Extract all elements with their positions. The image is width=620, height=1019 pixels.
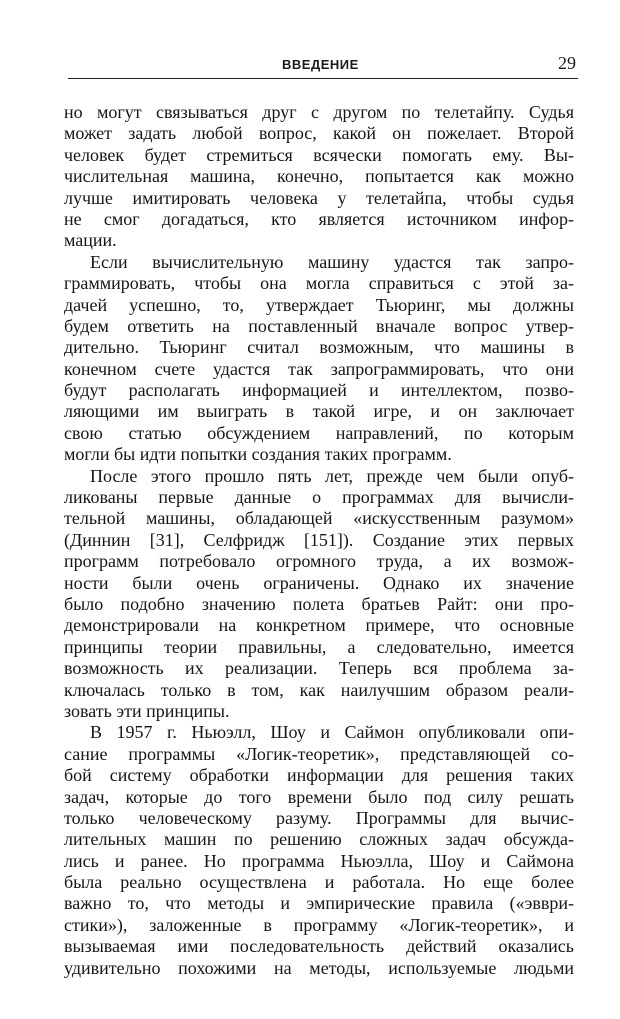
text-line: лучше имитировать человека у телетайпа, чтобы судья [64,187,574,208]
text-line: удивительно похожими на методы, используемые людьми [64,957,574,978]
text-line: могли бы идти попытки создания таких программ. [64,444,452,465]
page-header [68,53,578,81]
paragraph-start: Если вычислительную машину удастся так запро- [90,251,574,272]
text-line: ликованы первые данные о программах для вычисли- [64,487,574,508]
text-line: ключалась только в том, как наилучшим образом реали- [64,679,574,700]
text-line: была реально осуществлена и работала. Но еще более [64,872,574,893]
running-head: ВВЕДЕНИЕ [282,57,359,72]
page-number: 29 [558,53,576,73]
text-line: ности были очень ограничены. Однако их значение [64,572,574,593]
text-line: не смог догадаться, кто является источником инфор- [64,208,574,229]
body-text [64,102,574,979]
text-line: возможность их реализации. Теперь вся проблема за- [64,658,574,679]
text-line: граммировать, чтобы она могла справиться с этой за- [64,273,574,294]
text-line: только человеческому разуму. Программы для вычис- [64,807,574,828]
text-line: было подобно значению полета братьев Райт: они про- [64,593,574,614]
text-line: ляющими им выиграть в такой игре, и он заключает [64,401,574,422]
text-line: стики»), заложенные в программу «Логик-теоретик», и [64,914,574,935]
text-line: числительная машина, конечно, попытается как можно [64,166,574,187]
text-line: может задать любой вопрос, какой он пожелает. Второй [64,123,574,144]
text-line: лись и ранее. Но программа Ньюэлла, Шоу и Саймона [64,850,574,871]
text-line: важно то, что методы и эмпирические правила («эвври- [64,893,574,914]
header-rule [68,78,578,79]
text-line: дачей успешно, то, утверждает Тьюринг, мы должны [64,294,574,315]
text-line: вызываемая ими последовательность действий оказались [64,936,574,957]
text-line: сание программы «Логик-теоретик», представляющей со- [64,743,574,764]
text-line: человек будет стремиться всячески помогать ему. Вы- [64,144,574,165]
text-line: демонстрировали на конкретном примере, что основные [64,615,574,636]
text-line: мации. [64,230,117,251]
text-line: дительно. Тьюринг считал возможным, что машины в [64,337,574,358]
text-line: лительных машин по решению сложных задач обсужда- [64,829,574,850]
paragraph-start: После этого прошло пять лет, прежде чем были опуб- [90,465,574,486]
text-line: тельной машины, обладающей «искусственным разумом» [64,508,574,529]
text-line: будут располагать информацией и интеллектом, позво- [64,380,574,401]
text-line: бой систему обработки информации для решения таких [64,765,574,786]
text-line: зовать эти принципы. [64,700,230,721]
paragraph-start: В 1957 г. Ньюэлл, Шоу и Саймон опубликовали опи- [90,722,574,743]
text-line: задач, которые до того времени было под силу решать [64,786,574,807]
text-line: принципы теории правильны, а следовательно, имеется [64,636,574,657]
text-line: (Диннин [31], Селфридж [151]). Создание этих первых [64,529,574,550]
text-line: конечном счете удастся так запрограммировать, что они [64,358,574,379]
text-line: будем ответить на поставленный вначале вопрос утвер- [64,315,574,336]
text-line: свою статью обсуждением направлений, по которым [64,422,574,443]
text-line: программ потребовало огромного труда, а их возмож- [64,551,574,572]
text-line: но могут связываться друг с другом по телетайпу. Судья [64,102,574,122]
